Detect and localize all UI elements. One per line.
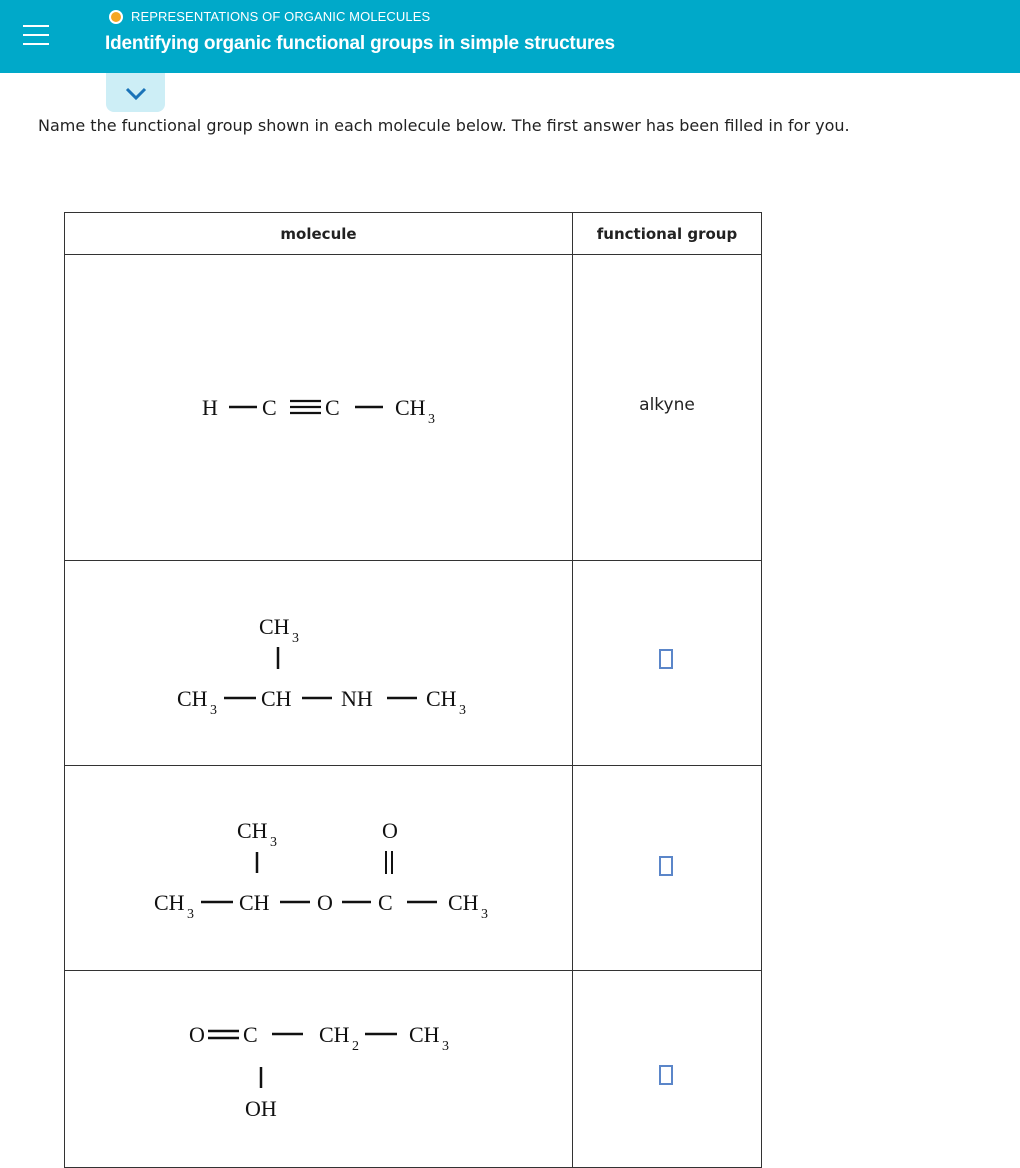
svg-text:CH: CH: [261, 686, 292, 711]
svg-text:NH: NH: [341, 686, 373, 711]
molecule-structure: [65, 561, 572, 765]
answer-text: alkyne: [639, 395, 695, 415]
svg-text:O: O: [382, 818, 398, 843]
svg-text:3: 3: [270, 835, 277, 850]
svg-text:3: 3: [292, 631, 299, 646]
svg-text:CH: CH: [154, 890, 185, 915]
molecule-structure: [65, 766, 572, 970]
svg-text:O: O: [189, 1022, 205, 1047]
molecule-cell: [65, 255, 572, 560]
svg-text:H: H: [202, 395, 218, 420]
chevron-down-icon: [125, 87, 147, 101]
instructions-text: Name the functional group shown in each molecule below. The first answer has been filled in for you.: [38, 116, 850, 135]
column-header-functional-group: functional group: [573, 213, 762, 255]
svg-text:CH: CH: [239, 890, 270, 915]
svg-text:OH: OH: [245, 1096, 277, 1121]
menu-icon[interactable]: [23, 23, 49, 47]
svg-text:3: 3: [187, 907, 194, 922]
topic-status-dot: [109, 10, 123, 24]
svg-text:3: 3: [210, 703, 217, 718]
answer-input[interactable]: [659, 856, 673, 876]
svg-text:3: 3: [428, 412, 435, 427]
molecule-cell: [65, 561, 572, 765]
assignment-header: [0, 0, 1020, 73]
svg-text:CH: CH: [237, 818, 268, 843]
answer-input[interactable]: [659, 649, 673, 669]
molecule-structure: [65, 971, 572, 1167]
answer-cell: [573, 561, 761, 765]
svg-text:CH: CH: [319, 1022, 350, 1047]
molecule-cell: [65, 971, 572, 1167]
svg-text:CH: CH: [395, 395, 426, 420]
svg-text:C: C: [325, 395, 340, 420]
svg-text:C: C: [378, 890, 393, 915]
svg-text:CH: CH: [448, 890, 479, 915]
column-header-molecule: molecule: [65, 213, 573, 255]
answer-cell: [573, 971, 761, 1167]
answer-cell: [573, 766, 761, 970]
svg-text:3: 3: [442, 1039, 449, 1054]
answer-cell: [573, 255, 761, 560]
svg-text:CH: CH: [409, 1022, 440, 1047]
topic-label: REPRESENTATIONS OF ORGANIC MOLECULES: [131, 9, 431, 24]
svg-text:C: C: [262, 395, 277, 420]
svg-text:C: C: [243, 1022, 258, 1047]
expand-button[interactable]: [106, 73, 165, 112]
svg-text:3: 3: [481, 907, 488, 922]
molecule-cell: [65, 766, 572, 970]
functional-group-table: [64, 212, 762, 1168]
svg-text:CH: CH: [426, 686, 457, 711]
svg-text:O: O: [317, 890, 333, 915]
svg-text:2: 2: [352, 1039, 359, 1054]
molecule-structure: [65, 255, 572, 560]
page-title: Identifying organic functional groups in simple structures: [105, 33, 615, 54]
svg-text:3: 3: [459, 703, 466, 718]
svg-text:CH: CH: [259, 614, 290, 639]
svg-text:CH: CH: [177, 686, 208, 711]
answer-input[interactable]: [659, 1065, 673, 1085]
